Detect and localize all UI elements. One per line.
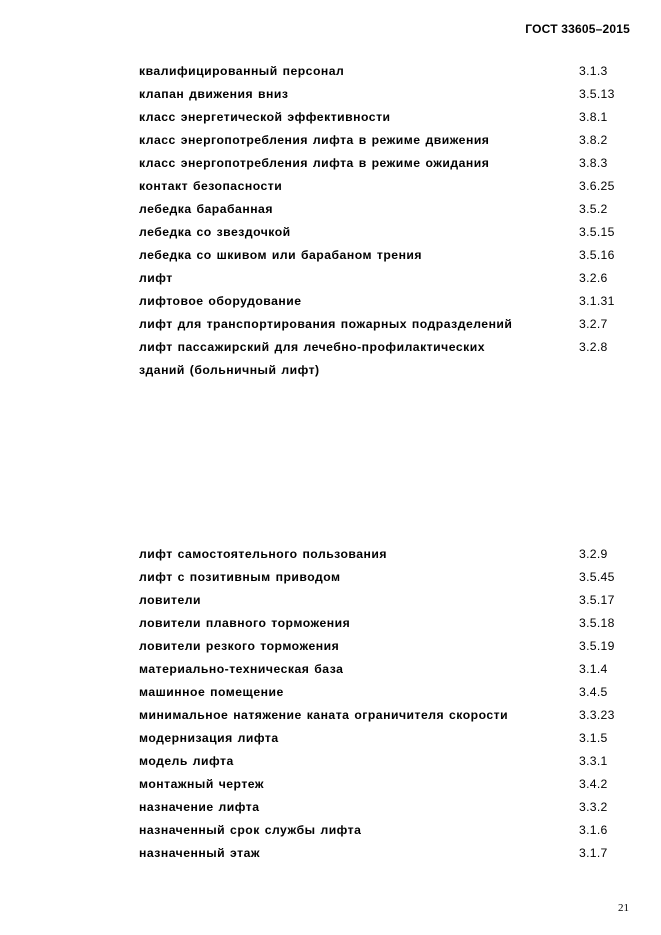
index-ref: 3.4.5 (579, 685, 608, 699)
index-term: ловители плавного торможения (139, 616, 351, 630)
index-entry (139, 842, 619, 865)
index-entry (139, 244, 619, 267)
index-ref: 3.1.6 (579, 823, 608, 837)
index-term: зданий (больничный лифт) (139, 363, 320, 377)
index-entry (139, 106, 619, 129)
index-ref: 3.8.1 (579, 110, 608, 124)
index-entry (139, 727, 619, 750)
index-ref: 3.1.31 (579, 294, 615, 308)
index-term: лифт самостоятельного пользования (139, 547, 387, 561)
index-term: лебедка со звездочкой (139, 225, 291, 239)
index-entry (139, 612, 619, 635)
index-term: класс энергопотребления лифта в режиме ожидания (139, 156, 490, 170)
index-ref: 3.2.7 (579, 317, 608, 331)
index-entry (139, 221, 619, 244)
index-entry (139, 773, 619, 796)
document-header: ГОСТ 33605–2015 (525, 22, 630, 36)
index-ref: 3.2.8 (579, 340, 608, 354)
index-entry (139, 198, 619, 221)
index-term: ловители резкого торможения (139, 639, 340, 653)
index-entry (139, 175, 619, 198)
index-ref: 3.5.18 (579, 616, 615, 630)
index-term: машинное помещение (139, 685, 284, 699)
index-ref: 3.5.2 (579, 202, 608, 216)
index-entry (139, 336, 619, 359)
index-entry (139, 290, 619, 313)
index-entry (139, 152, 619, 175)
index-ref: 3.4.2 (579, 777, 608, 791)
index-ref: 3.5.19 (579, 639, 615, 653)
index-ref: 3.5.17 (579, 593, 615, 607)
index-term: минимальное натяжение каната ограничителя скорости (139, 708, 509, 722)
index-ref: 3.3.23 (579, 708, 615, 722)
index-entry (139, 83, 619, 106)
index-list-lower (139, 543, 619, 865)
index-ref: 3.5.16 (579, 248, 615, 262)
index-ref: 3.6.25 (579, 179, 615, 193)
index-ref: 3.2.6 (579, 271, 608, 285)
index-term: ловители (139, 593, 201, 607)
index-term: класс энергетической эффективности (139, 110, 391, 124)
index-entry (139, 681, 619, 704)
index-entry (139, 129, 619, 152)
index-ref: 3.1.5 (579, 731, 608, 745)
page-number: 21 (618, 902, 629, 914)
index-term: назначенный этаж (139, 846, 261, 860)
index-ref: 3.2.9 (579, 547, 608, 561)
index-ref: 3.1.4 (579, 662, 608, 676)
index-entry (139, 543, 619, 566)
index-entry (139, 750, 619, 773)
index-entry (139, 589, 619, 612)
index-term: лифт (139, 271, 173, 285)
index-ref: 3.1.7 (579, 846, 608, 860)
index-entry (139, 267, 619, 290)
index-list-upper (139, 60, 619, 382)
index-term: лебедка со шкивом или барабаном трения (139, 248, 423, 262)
index-entry (139, 566, 619, 589)
index-term: модель лифта (139, 754, 234, 768)
index-entry (139, 658, 619, 681)
index-term: лебедка барабанная (139, 202, 273, 216)
index-ref: 3.3.2 (579, 800, 608, 814)
index-ref: 3.3.1 (579, 754, 608, 768)
index-term: лифт пассажирский для лечебно-профилактических (139, 340, 485, 354)
index-term: материально-техническая база (139, 662, 344, 676)
index-term: назначенный срок службы лифта (139, 823, 362, 837)
index-ref: 3.8.3 (579, 156, 608, 170)
index-entry (139, 704, 619, 727)
index-entry (139, 359, 619, 382)
index-ref: 3.5.13 (579, 87, 615, 101)
index-term: назначение лифта (139, 800, 260, 814)
index-term: квалифицированный персонал (139, 64, 345, 78)
index-entry (139, 796, 619, 819)
index-term: лифт с позитивным приводом (139, 570, 341, 584)
index-term: класс энергопотребления лифта в режиме движения (139, 133, 490, 147)
index-term: лифт для транспортирования пожарных подразделений (139, 317, 513, 331)
index-ref: 3.8.2 (579, 133, 608, 147)
index-ref: 3.5.15 (579, 225, 615, 239)
index-term: клапан движения вниз (139, 87, 289, 101)
index-ref: 3.5.45 (579, 570, 615, 584)
index-entry (139, 635, 619, 658)
index-entry (139, 60, 619, 83)
index-term: лифтовое оборудование (139, 294, 302, 308)
index-term: контакт безопасности (139, 179, 283, 193)
index-ref: 3.1.3 (579, 64, 608, 78)
index-term: модернизация лифта (139, 731, 279, 745)
index-term: монтажный чертеж (139, 777, 265, 791)
index-entry (139, 819, 619, 842)
index-entry (139, 313, 619, 336)
